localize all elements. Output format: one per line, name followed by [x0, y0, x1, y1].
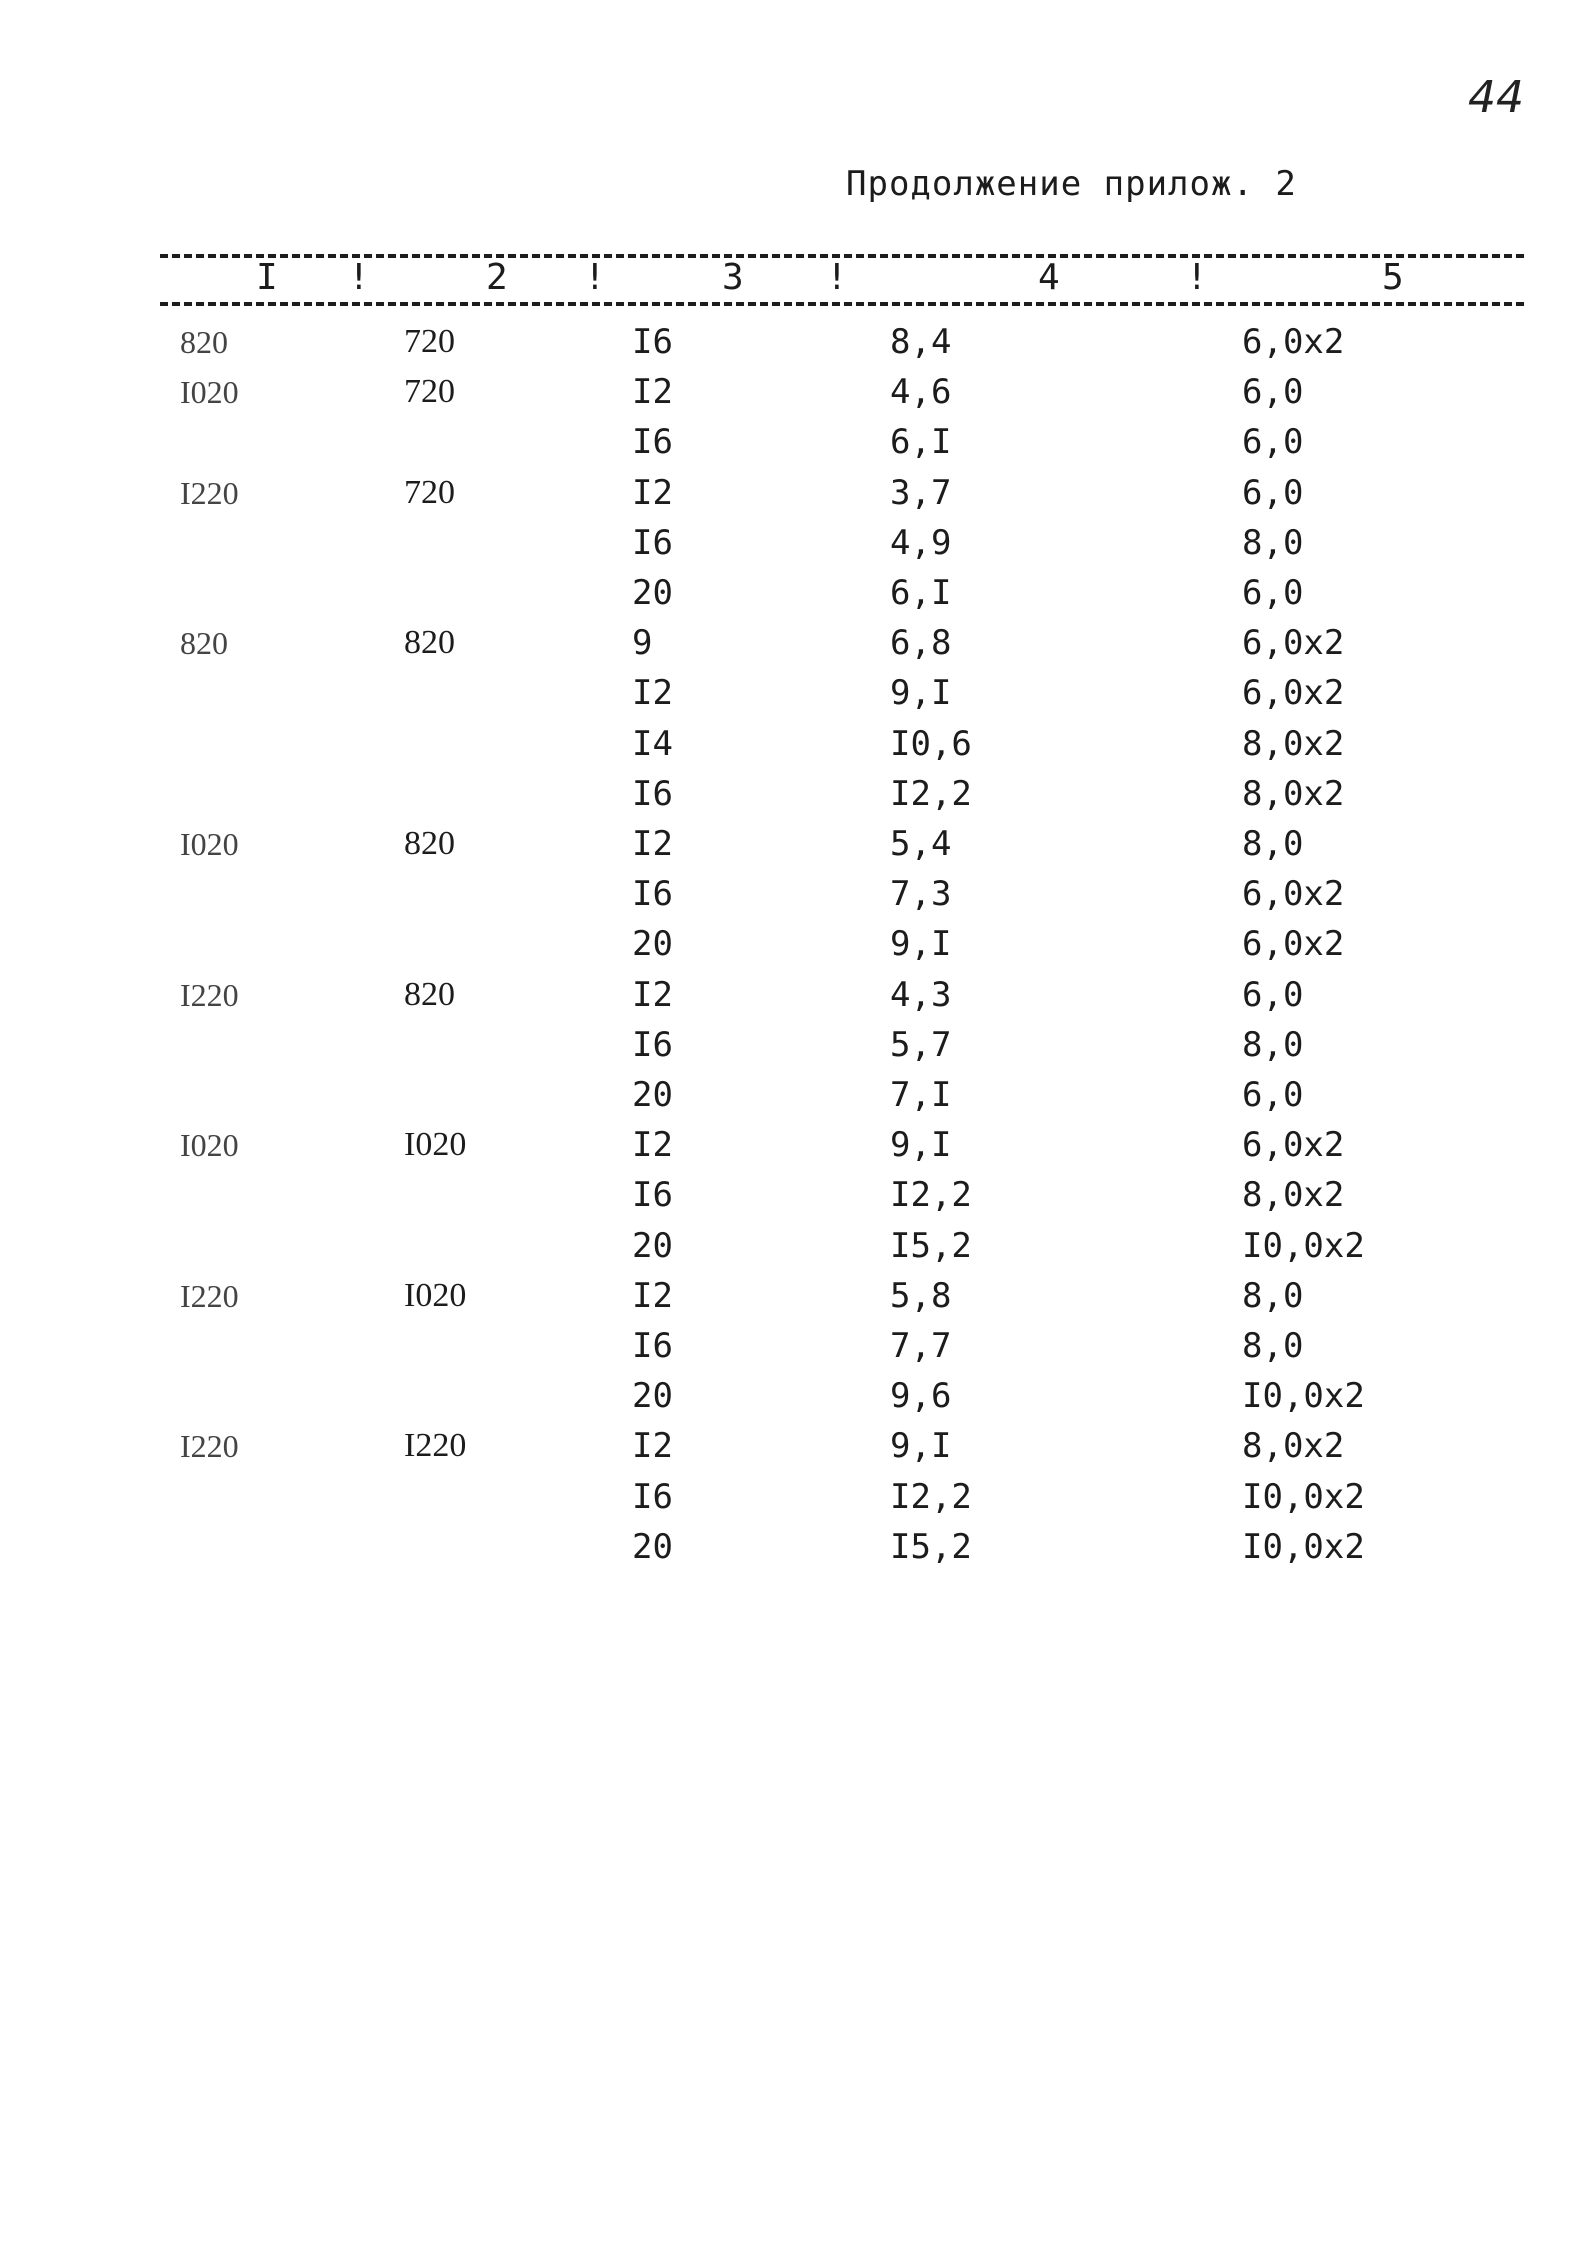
cell-col-3: I6	[632, 1024, 673, 1065]
cell-col-5: 8,0x2	[1242, 1426, 1345, 1467]
table-row	[0, 924, 1584, 974]
cell-col-5: 6,0	[1242, 974, 1304, 1015]
table-row	[0, 673, 1584, 723]
table-row	[0, 573, 1584, 623]
table-row	[0, 1175, 1584, 1225]
cell-col-4: 4,6	[890, 372, 952, 413]
cell-col-5: 6,0x2	[1242, 673, 1345, 714]
table-row	[0, 1426, 1584, 1476]
table-row	[0, 322, 1584, 372]
cell-col-3: I6	[632, 1326, 673, 1366]
column-header-4: 4	[1038, 257, 1060, 298]
column-separator: !	[826, 257, 848, 298]
cell-col-5: 6,0x2	[1242, 322, 1345, 362]
cell-col-3: I2	[632, 1125, 673, 1166]
cell-col-3: 9	[632, 623, 653, 664]
cell-col-4: 9,I	[890, 1426, 952, 1467]
cell-col-4: 7,7	[890, 1326, 952, 1366]
cell-col-2: I020	[404, 1276, 467, 1314]
cell-col-2: 720	[404, 373, 455, 411]
cell-col-4: 6,8	[890, 623, 952, 664]
cell-col-5: 8,0	[1242, 1275, 1304, 1316]
table-row	[0, 824, 1584, 874]
cell-col-3: I2	[632, 372, 673, 413]
cell-col-1: 820	[180, 324, 228, 360]
column-separator: !	[584, 257, 606, 298]
cell-col-4: 4,9	[890, 522, 952, 563]
cell-col-4: I5,2	[890, 1225, 972, 1266]
cell-col-4: 3,7	[890, 472, 952, 513]
cell-col-4: 7,3	[890, 874, 952, 915]
cell-col-2: I020	[404, 1126, 467, 1164]
cell-col-4: 5,7	[890, 1024, 952, 1065]
table-row	[0, 774, 1584, 824]
cell-col-5: 6,0	[1242, 472, 1304, 513]
cell-col-4: 7,I	[890, 1075, 952, 1115]
cell-col-5: 6,0	[1242, 372, 1304, 413]
table-row	[0, 1125, 1584, 1175]
cell-col-3: 20	[632, 1225, 673, 1266]
cell-col-5: 8,0	[1242, 1326, 1304, 1366]
cell-col-1: I220	[180, 976, 239, 1013]
cell-col-3: 20	[632, 1075, 673, 1115]
cell-col-3: I2	[632, 1426, 673, 1467]
cell-col-5: 6,0	[1242, 1075, 1304, 1115]
cell-col-5: 8,0x2	[1242, 773, 1345, 814]
cell-col-4: 8,4	[890, 322, 952, 362]
cell-col-3: I6	[632, 1175, 673, 1216]
cell-col-5: I0,0x2	[1242, 1476, 1365, 1517]
cell-col-4: 6,I	[890, 422, 952, 463]
cell-col-4: I2,2	[890, 1476, 972, 1517]
cell-col-2: 720	[404, 323, 455, 360]
cell-col-5: 8,0	[1242, 522, 1304, 563]
cell-col-4: 9,I	[890, 1125, 952, 1166]
cell-col-2: 720	[404, 473, 455, 511]
cell-col-1: 820	[180, 625, 228, 662]
cell-col-1: I020	[180, 826, 239, 862]
table-row	[0, 975, 1584, 1025]
cell-col-4: 5,8	[890, 1275, 952, 1316]
table-row	[0, 1376, 1584, 1426]
cell-col-3: I2	[632, 472, 673, 513]
cell-col-5: 8,0	[1242, 824, 1304, 864]
cell-col-4: 6,I	[890, 573, 952, 613]
column-header-5: 5	[1382, 257, 1404, 298]
cell-col-1: I020	[180, 374, 239, 411]
cell-col-5: 6,0x2	[1242, 623, 1345, 664]
column-separator: !	[348, 257, 370, 298]
cell-col-3: I2	[632, 673, 673, 714]
cell-col-1: I220	[180, 474, 239, 511]
header-bottom-rule	[160, 302, 1524, 306]
cell-col-5: 6,0x2	[1242, 874, 1345, 915]
cell-col-5: I0,0x2	[1242, 1526, 1365, 1567]
cell-col-5: 6,0x2	[1242, 924, 1345, 965]
column-header-2: 2	[486, 257, 508, 298]
cell-col-4: I2,2	[890, 1175, 972, 1216]
continuation-title: Продолжение прилож. 2	[846, 164, 1297, 204]
cell-col-4: 5,4	[890, 824, 952, 864]
cell-col-3: I6	[632, 522, 673, 563]
table-row	[0, 1276, 1584, 1326]
table-row	[0, 1075, 1584, 1125]
cell-col-1: I220	[180, 1428, 239, 1465]
table-row	[0, 422, 1584, 472]
column-separator: !	[1186, 257, 1208, 298]
column-header-3: 3	[722, 257, 744, 298]
table-row	[0, 473, 1584, 523]
cell-col-4: 4,3	[890, 974, 952, 1015]
page-number: 44	[1468, 72, 1524, 123]
cell-col-3: I6	[632, 422, 673, 463]
table-row	[0, 724, 1584, 774]
cell-col-3: 20	[632, 924, 673, 965]
cell-col-3: I2	[632, 974, 673, 1015]
cell-col-4: 9,6	[890, 1376, 952, 1417]
cell-col-5: 6,0x2	[1242, 1125, 1345, 1166]
cell-col-2: 820	[404, 975, 455, 1013]
cell-col-2: 820	[404, 624, 455, 662]
table-row	[0, 1326, 1584, 1376]
cell-col-3: I2	[632, 1275, 673, 1316]
table-row	[0, 372, 1584, 422]
cell-col-3: 20	[632, 1376, 673, 1417]
cell-col-3: I6	[632, 874, 673, 915]
cell-col-5: 6,0	[1242, 573, 1304, 613]
cell-col-2: 820	[404, 825, 455, 862]
cell-col-4: I5,2	[890, 1526, 972, 1567]
cell-col-3: I6	[632, 322, 673, 362]
table-header	[160, 246, 1524, 314]
cell-col-5: 8,0x2	[1242, 723, 1345, 764]
cell-col-3: I6	[632, 1476, 673, 1517]
table-row	[0, 1477, 1584, 1527]
cell-col-2: I220	[404, 1427, 467, 1465]
cell-col-5: 8,0x2	[1242, 1175, 1345, 1216]
cell-col-5: 6,0	[1242, 422, 1304, 463]
cell-col-3: I4	[632, 723, 673, 764]
cell-col-5: I0,0x2	[1242, 1376, 1365, 1417]
cell-col-4: I0,6	[890, 723, 972, 764]
column-header-1: I	[256, 257, 278, 298]
cell-col-3: 20	[632, 1526, 673, 1567]
table-row	[0, 1527, 1584, 1577]
cell-col-4: I2,2	[890, 773, 972, 814]
cell-col-3: 20	[632, 573, 673, 613]
cell-col-1: I220	[180, 1277, 239, 1314]
cell-col-3: I2	[632, 824, 673, 864]
cell-col-4: 9,I	[890, 924, 952, 965]
table-row	[0, 523, 1584, 573]
cell-col-3: I6	[632, 773, 673, 814]
table-row	[0, 874, 1584, 924]
table-row	[0, 623, 1584, 673]
cell-col-5: I0,0x2	[1242, 1225, 1365, 1266]
cell-col-4: 9,I	[890, 673, 952, 714]
cell-col-1: I020	[180, 1127, 239, 1164]
cell-col-5: 8,0	[1242, 1024, 1304, 1065]
table-row	[0, 1025, 1584, 1075]
table-row	[0, 1226, 1584, 1276]
